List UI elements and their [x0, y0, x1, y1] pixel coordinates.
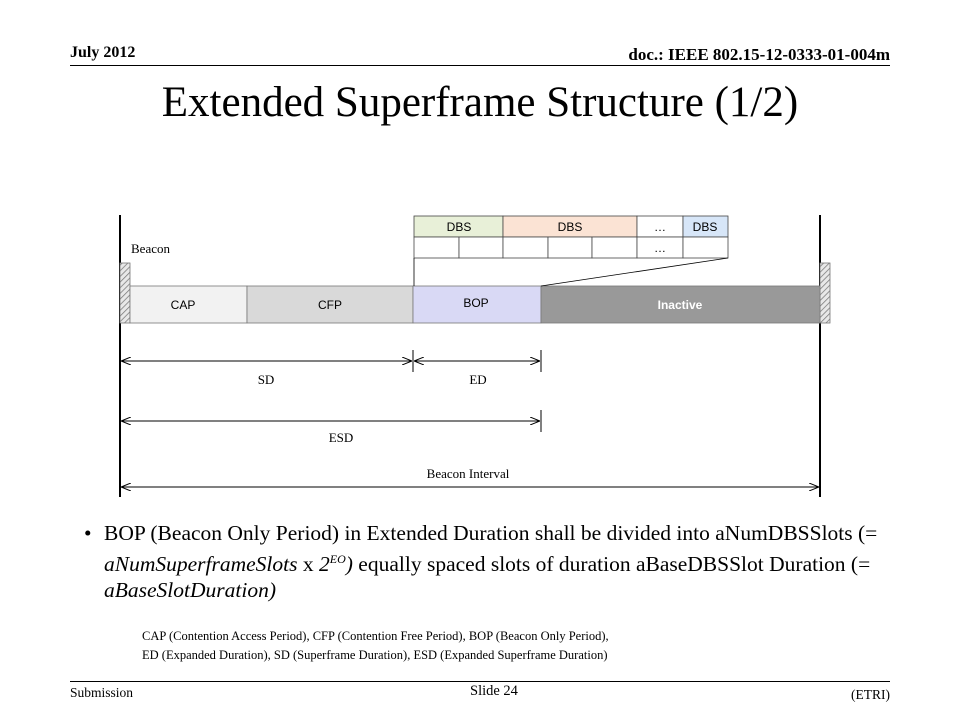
bop-bullet: [84, 520, 884, 603]
beacon-right: [820, 263, 830, 323]
bop-expansion-right-line: [541, 258, 728, 286]
dbs-row2-cell-3: [503, 237, 548, 258]
dbs-row2-cell-7: [683, 237, 728, 258]
segment-bop-label: BOP: [463, 296, 489, 310]
dbs-row2-cell-4: [548, 237, 592, 258]
dbs-row2-cell-1: [414, 237, 459, 258]
segment-inactive-label: Inactive: [657, 298, 703, 312]
dbs-label-2: DBS: [557, 220, 583, 234]
header-date: July 2012: [70, 44, 136, 61]
beacon-left: [120, 263, 130, 323]
esd-label: ESD: [328, 430, 354, 445]
bullet-text: BOP (Beacon Only Period) in Extended Duration shall be divided into aNumDBSSlots (= aNumSuperframeSlots x $2^{EO}$) equally spaced slots of duration aBaseDBSSlot Duration (= aBaseSlotDuration): [104, 521, 878, 603]
slide-title: Extended Superframe Structure (1/2): [161, 79, 799, 126]
dbs-row2-cell-5: [592, 237, 637, 258]
dbs-row2-cell-2: [459, 237, 503, 258]
segment-cfp-label: CFP: [318, 298, 342, 312]
header-doc-id: doc.: IEEE 802.15-12-0333-01-004m: [628, 45, 890, 64]
footer-submission: Submission: [70, 685, 134, 700]
segment-cap-label: CAP: [170, 298, 196, 312]
bullet-symbol: •: [84, 521, 92, 545]
dbs-row2-ellipsis: …: [654, 241, 666, 255]
dbs-label-3: …: [654, 220, 666, 234]
footer-organization: (ETRI): [851, 687, 890, 702]
footer-slide-number: Slide 24: [470, 683, 518, 699]
ed-label: ED: [469, 372, 487, 387]
dbs-label-1: DBS: [446, 220, 472, 234]
beacon-label: Beacon: [131, 241, 170, 256]
footer-divider: [70, 681, 890, 682]
sd-label: SD: [257, 372, 275, 387]
abbreviation-note-1: CAP (Contention Access Period), CFP (Contention Free Period), BOP (Beacon Only Period),: [142, 629, 609, 643]
beacon-interval-label: Beacon Interval: [426, 466, 510, 481]
abbreviation-note-2: ED (Expanded Duration), SD (Superframe Duration), ESD (Expanded Superframe Duration): [142, 648, 608, 662]
dbs-label-4: DBS: [692, 220, 718, 234]
